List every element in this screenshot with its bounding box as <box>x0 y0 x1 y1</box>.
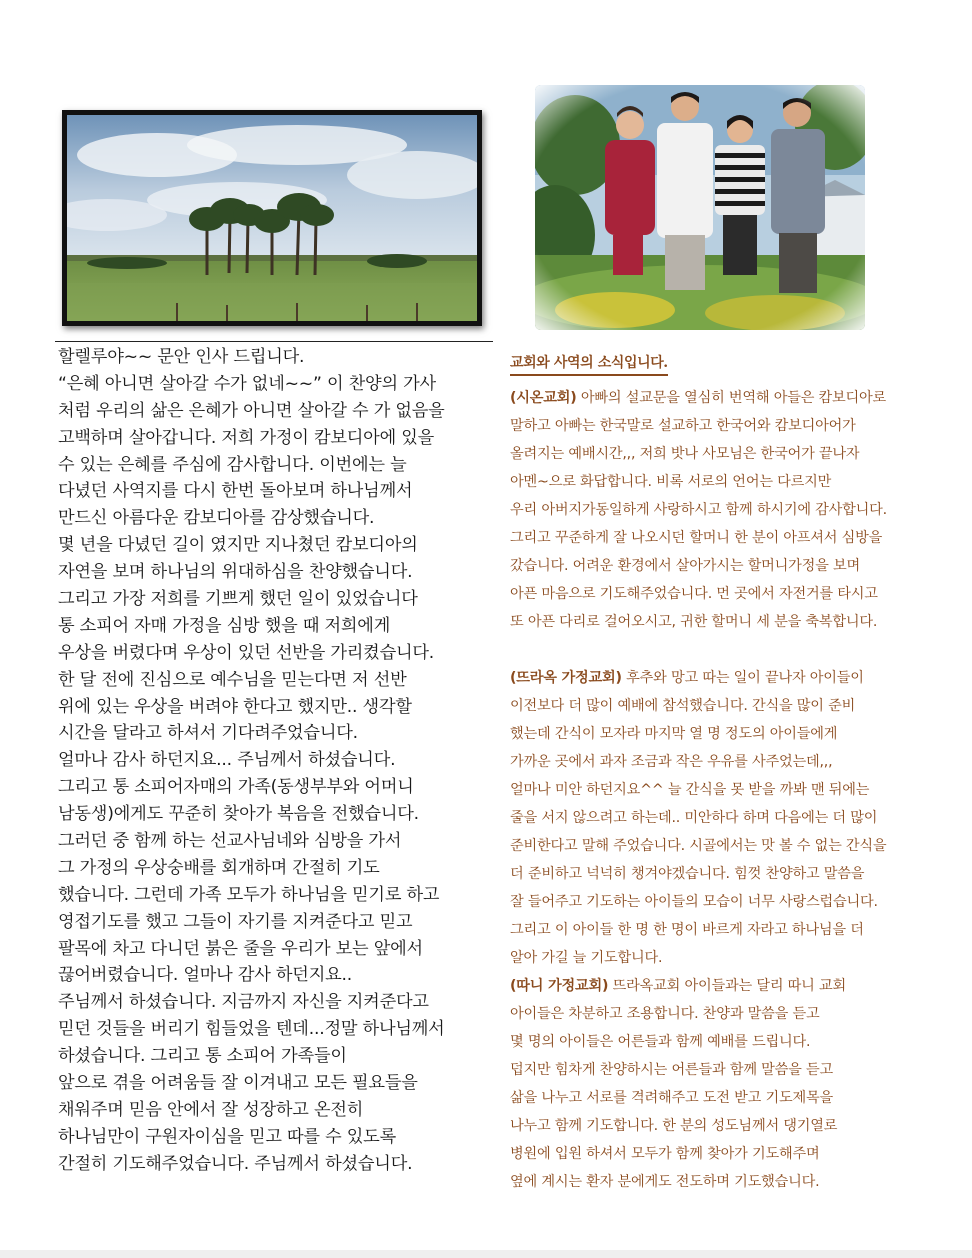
article-line: 얼마나 감사 하던지요... 주님께서 하셨습니다. <box>58 750 396 771</box>
news-line: 몇 명의 아이들은 어른들과 함께 예배를 드립니다. <box>510 1034 811 1050</box>
article-line: 몇 년을 다녔던 길이 였지만 지나쳤던 캄보디아의 <box>58 535 418 556</box>
article-line: 만드신 아름다운 캄보디아를 감상했습니다. <box>58 508 375 529</box>
news-line: 그리고 꾸준하게 잘 나오시던 할머니 한 분이 아프셔서 심방을 <box>510 530 883 546</box>
news-line: (뜨라옥 가정교회) 후추와 망고 따는 일이 끝나자 아이들이 <box>510 670 864 686</box>
news-heading: 교회와 사역의 소식입니다. <box>510 352 668 376</box>
article-line: 했습니다. 그런데 가족 모두가 하나님을 믿기로 하고 <box>58 884 440 905</box>
article-line: 끊어버렸습니다. 얼마나 감사 하던지요.. <box>58 965 353 986</box>
news-line: 잘 들어주고 기도하는 아이들의 모습이 너무 사랑스럽습니다. <box>510 894 878 910</box>
news-line: 아픈 마음으로 기도해주었습니다. 먼 곳에서 자전거를 타시고 <box>510 586 878 602</box>
article-line: 할렐루야~~ 문안 인사 드립니다. <box>58 347 305 367</box>
news-line: 또 아픈 다리로 걸어오시고, 귀한 할머니 세 분을 축복합니다. <box>510 614 878 630</box>
news-line: 더 준비하고 넉넉히 챙겨야겠습니다. 힘껏 찬양하고 말씀을 <box>510 866 865 882</box>
article-line: 그리고 통 소피어자매의 가족(동생부부와 어머니 <box>58 777 414 798</box>
news-line: 덥지만 힘차게 찬양하시는 어른들과 함께 말씀을 듣고 <box>510 1062 833 1078</box>
news-line: 알아 가길 늘 기도합니다. <box>510 950 663 966</box>
church-label-tani: (따니 가정교회) <box>510 978 609 994</box>
news-line: 얼마나 미안 하던지요^^ 늘 간식을 못 받을 까봐 맨 뒤에는 <box>510 782 870 798</box>
news-line: 우리 아버지가동일하게 사랑하시고 함께 하시기에 감사합니다. <box>510 502 887 518</box>
news-line: 아멘~으로 화답합니다. 비록 서로의 언어는 다르지만 <box>510 474 832 490</box>
news-line: 옆에 계시는 환자 분에게도 전도하며 기도했습니다. <box>510 1174 820 1190</box>
news-line: (따니 가정교회) 뜨라옥교회 아이들과는 달리 따니 교회 <box>510 978 846 994</box>
news-line: 올려지는 예배시간,,, 저희 밧나 사모님은 한국어가 끝나자 <box>510 446 860 462</box>
article-line: 하셨습니다. 그리고 통 소피어 가족들이 <box>58 1046 347 1067</box>
article-line: 채워주며 믿음 안에서 잘 성장하고 온전히 <box>58 1099 364 1120</box>
article-line: 팔목에 차고 다니던 붉은 줄을 우리가 보는 앞에서 <box>58 938 423 959</box>
divider-line <box>55 341 493 342</box>
news-line: 병원에 입원 하셔서 모두가 함께 찾아가 기도해주며 <box>510 1146 820 1162</box>
news-line: 갔습니다. 어려운 환경에서 살아가시는 할머니가정을 보며 <box>510 558 860 574</box>
article-line: 남동생)에게도 꾸준히 찾아가 복음을 전했습니다. <box>58 804 419 825</box>
article-line: 자연을 보며 하나님의 위대하심을 찬양했습니다. <box>58 562 413 583</box>
spacer <box>510 636 930 664</box>
article-line: 영접기도를 했고 그들이 자기를 지켜준다고 믿고 <box>58 911 413 932</box>
article-line: 믿던 것들을 버리기 힘들었을 텐데...정말 하나님께서 <box>58 1019 445 1040</box>
news-line: 가까운 곳에서 과자 조금과 작은 우유를 사주었는데,,, <box>510 754 833 770</box>
article-line: 고백하며 살아갑니다. 저희 가정이 캄보디아에 있을 <box>58 427 435 448</box>
page-bottom-edge <box>0 1250 972 1258</box>
news-line: 삶을 나누고 서로를 격려해주고 도전 받고 기도제목을 <box>510 1090 833 1106</box>
article-line: 우상을 버렸다며 우상이 있던 선반을 가리켰습니다. <box>58 642 435 663</box>
article-line: 처럼 우리의 삶은 은혜가 아니면 살아갈 수 가 없음을 <box>58 400 445 421</box>
news-line: 나누고 함께 기도합니다. 한 분의 성도님께서 댕기열로 <box>510 1118 838 1134</box>
article-line: 다녔던 사역지를 다시 한번 돌아보며 하나님께서 <box>58 481 413 502</box>
article-line: 위에 있는 우상을 버려야 한다고 했지만.. 생각할 <box>58 696 412 717</box>
article-line: 앞으로 겪을 어려움들 잘 이겨내고 모든 필요들을 <box>58 1073 418 1094</box>
article-line: 수 있는 은혜를 주심에 감사합니다. 이번에는 늘 <box>58 454 407 475</box>
article-line: 그리고 가장 저희를 기쁘게 했던 일이 있었습니다 <box>58 589 418 610</box>
news-line: (시온교회) 아빠의 설교문을 열심히 번역해 아들은 캄보디아로 <box>510 390 887 406</box>
greeting-article <box>58 344 488 1178</box>
article-line: 주님께서 하셨습니다. 지금까지 자신을 지켜준다고 <box>58 992 429 1013</box>
news-line: 줄을 서지 않으려고 하는데.. 미안하다 하며 다음에는 더 많이 <box>510 810 878 826</box>
article-line: 시간을 달라고 하셔서 기다려주었습니다. <box>58 723 358 744</box>
news-line: 말하고 아빠는 한국말로 설교하고 한국어와 캄보디아어가 <box>510 418 856 434</box>
article-line: 통 소피어 자매 가정을 심방 했을 때 저희에게 <box>58 615 391 636</box>
news-line: 아이들은 차분하고 조용합니다. 찬양과 말씀을 듣고 <box>510 1006 820 1022</box>
article-line: 그 가정의 우상숭배를 회개하며 간절히 기도 <box>58 857 380 878</box>
article-line: 한 달 전에 진심으로 예수님을 믿는다면 저 선반 <box>58 669 407 690</box>
church-label-traok: (뜨라옥 가정교회) <box>510 670 622 686</box>
landscape-photo <box>62 110 482 326</box>
article-line: “은혜 아니면 살아갈 수가 없네~~” 이 찬양의 가사 <box>58 373 436 394</box>
article-line: 그러던 중 함께 하는 선교사님네와 심방을 가서 <box>58 831 402 852</box>
article-line: 하나님만이 구원자이심을 믿고 따를 수 있도록 <box>58 1126 396 1147</box>
news-line: 이전보다 더 많이 예배에 참석했습니다. 간식을 많이 준비 <box>510 698 856 714</box>
article-line: 간절히 기도해주었습니다. 주님께서 하셨습니다. <box>58 1153 413 1174</box>
church-label-sion: (시온교회) <box>510 390 577 406</box>
church-news <box>510 352 930 1196</box>
news-line: 준비한다고 말해 주었습니다. 시골에서는 맛 볼 수 없는 간식을 <box>510 838 887 854</box>
news-line: 했는데 간식이 모자라 마지막 열 명 정도의 아이들에게 <box>510 726 838 742</box>
news-line: 그리고 이 아이들 한 명 한 명이 바르게 자라고 하나님을 더 <box>510 922 864 938</box>
family-photo <box>535 85 865 330</box>
